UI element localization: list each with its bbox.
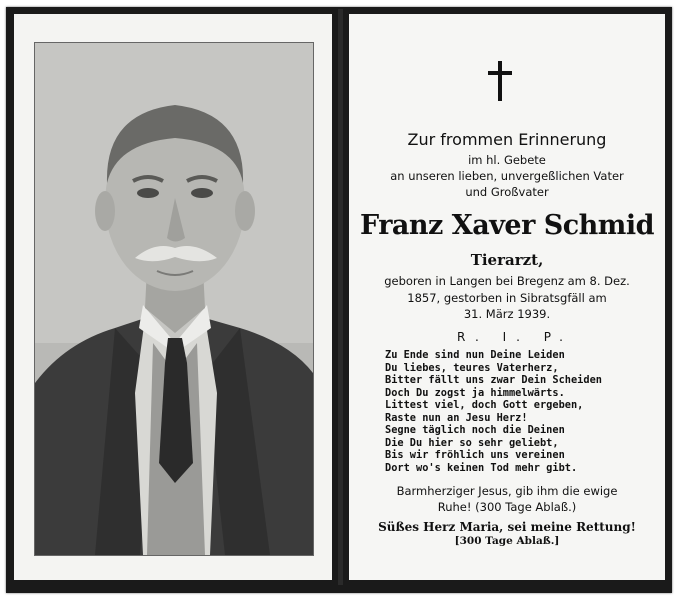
life-dates [352,273,662,323]
prayer-maria-indulgence: [300 Tage Ablaß.] [454,535,560,547]
card-line-1: im hl. Gebete [468,153,546,167]
birth-line-2: 1857, gestorben in Sibratsgfäll am [407,290,607,305]
poem-line: Raste nun an Jesu Herz! [385,411,528,424]
poem-line: Du liebes, teures Vaterherz, [385,361,559,374]
rip-text: R. I. P. [457,330,573,344]
deceased-name: Franz Xaver Schmid [360,210,654,241]
portrait-illustration [35,43,313,555]
poem-line: Bis wir fröhlich uns vereinen [385,449,565,461]
profession: Tierarzt, [470,251,544,269]
card-heading: Zur frommen Erinnerung [407,130,607,149]
poem-line: Bitter fällt uns zwar Dein Scheiden [385,374,602,386]
prayer-jesus-line-1: Barmherziger Jesus, gib ihm die ewige [396,484,618,498]
poem-line: Littest viel, doch Gott ergeben, [385,399,584,411]
card-line-3: und Großvater [465,185,549,199]
card-fold [338,9,343,585]
prayer-jesus [352,483,662,515]
card-line-2: an unseren lieben, unvergeßlichen Vater [390,169,624,183]
birth-line-1: geboren in Langen bei Bregenz am 8. Dez. [384,274,630,288]
prayer-maria: Süßes Herz Maria, sei meine Rettung! [378,520,636,534]
poem-line: Doch Du zogst ja himmelwärts. [385,386,565,399]
birth-line-3: 31. März 1939. [463,307,551,321]
prayer-jesus-line-2: Ruhe! (300 Tage Ablaß.) [437,500,577,514]
poem-line: Dort wo's keinen Tod mehr gibt. [385,461,578,474]
latin-cross-icon [486,61,514,101]
poem-line: Zu Ende sind nun Deine Leiden [385,349,565,361]
poem-line: Segne täglich noch die Deinen [385,424,565,436]
poem-line: Die Du hier so sehr geliebt, [385,436,559,449]
portrait-photo [34,42,314,556]
memorial-poem [385,349,645,474]
